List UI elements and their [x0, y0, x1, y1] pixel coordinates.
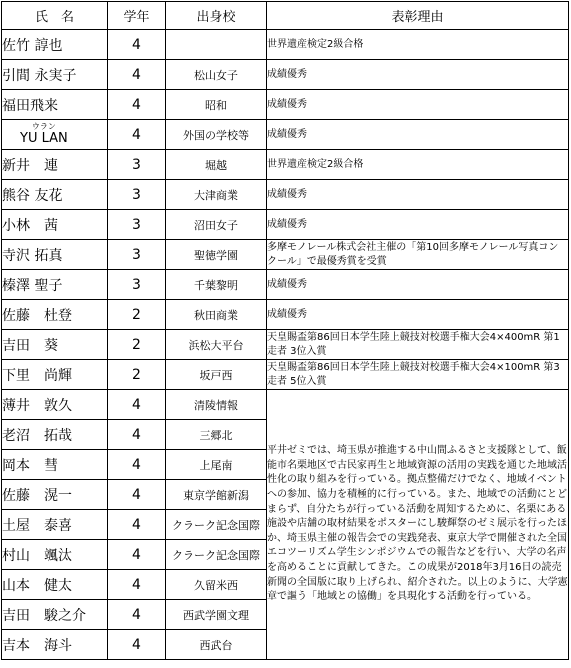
student-school: 千葉黎明: [166, 270, 267, 300]
student-school: クラーク記念国際: [166, 510, 267, 540]
student-school: 堀越: [166, 150, 267, 180]
group-award-reason: 平井ゼミでは、埼玉県が推進する中山間ふるさと支援隊として、飯能市名栗地区で古民家再生と地域資源の活用の実践を通じた地域活性化の取り組みを行っている。拠点整備だけでなく、地域イベントへの参加、協力を積極的に行っている。また、地域での活動にとどまらず、自分たちが行っている活動を周知するために、名栗にある施設や店舗の取材結果をポスターにし駿輝祭のゼミ展示を行ったほか、埼玉県主催の報告会での実践発表、東京大学で開催された全国エコツーリズム学生シンポジウムでの報告などを行い、大学の名声を高めることに貢献してきた。この成果が2018年3月16日の読売新聞の全国版に取り上げられ、紹介された。以上のように、大学憲章で謳う「地域との協働」を具現化する活動を行っている。: [267, 390, 569, 660]
table-row: [2, 30, 569, 60]
student-name: 小林 茜: [2, 210, 108, 240]
student-school: 昭和: [166, 90, 267, 120]
student-school: 外国の学校等: [166, 120, 267, 150]
student-grade: 4: [108, 90, 166, 120]
award-reason: 成績優秀: [267, 270, 569, 300]
table-row: [2, 120, 569, 150]
student-name: 佐藤 滉一: [2, 480, 108, 510]
student-grade: 4: [108, 510, 166, 540]
award-reason: 天皇賜盃第86回日本学生陸上競技対校選手権大会4×100mR 第3走者 5位入賞: [267, 360, 569, 390]
student-name: 老沼 拓哉: [2, 420, 108, 450]
header-grade: 学年: [108, 2, 166, 30]
table-row: [2, 150, 569, 180]
student-name: 岡本 彗: [2, 450, 108, 480]
student-name: 福田飛来: [2, 90, 108, 120]
student-name: 榛澤 聖子: [2, 270, 108, 300]
student-grade: 4: [108, 30, 166, 60]
student-name: 寺沢 拓真: [2, 240, 108, 270]
student-grade: 4: [108, 600, 166, 630]
award-reason: 成績優秀: [267, 90, 569, 120]
table-row: [2, 270, 569, 300]
award-reason: 成績優秀: [267, 120, 569, 150]
student-grade: 3: [108, 180, 166, 210]
student-grade: 4: [108, 570, 166, 600]
header-name: 氏 名: [2, 2, 108, 30]
student-name: 下里 尚輝: [2, 360, 108, 390]
table-row: [2, 180, 569, 210]
student-name: 新井 連: [2, 150, 108, 180]
student-name: 熊谷 友花: [2, 180, 108, 210]
table-row: [2, 390, 569, 420]
student-school: 聖徳学園: [166, 240, 267, 270]
student-school: 沼田女子: [166, 210, 267, 240]
header-school: 出身校: [166, 2, 267, 30]
table-row: [2, 60, 569, 90]
award-reason: 世界遺産検定2級合格: [267, 150, 569, 180]
award-reason: 成績優秀: [267, 300, 569, 330]
award-reason: 世界遺産検定2級合格: [267, 30, 569, 60]
award-table: [1, 1, 569, 660]
student-grade: 3: [108, 270, 166, 300]
student-school: クラーク記念国際: [166, 540, 267, 570]
student-name: 村山 颯汰: [2, 540, 108, 570]
table-row: [2, 330, 569, 360]
student-name: 土屋 泰喜: [2, 510, 108, 540]
table-row: [2, 300, 569, 330]
student-grade: 4: [108, 120, 166, 150]
table-row: [2, 360, 569, 390]
student-school: 松山女子: [166, 60, 267, 90]
student-name: 吉本 海斗: [2, 630, 108, 660]
table-row: [2, 90, 569, 120]
student-name: 引間 永実子: [2, 60, 108, 90]
student-grade: 4: [108, 390, 166, 420]
student-grade: 4: [108, 450, 166, 480]
student-grade: 2: [108, 300, 166, 330]
student-school: 大津商業: [166, 180, 267, 210]
student-name: 吉田 葵: [2, 330, 108, 360]
award-reason: 多摩モノレール株式会社主催の「第10回多摩モノレール写真コンクール」で最優秀賞を受賞: [267, 240, 569, 270]
student-grade: 4: [108, 60, 166, 90]
student-name: 佐藤 杜登: [2, 300, 108, 330]
student-grade: 4: [108, 540, 166, 570]
student-school: 坂戸西: [166, 360, 267, 390]
award-reason: 成績優秀: [267, 210, 569, 240]
student-school: 秋田商業: [166, 300, 267, 330]
student-name: [2, 120, 108, 150]
student-school: [166, 30, 267, 60]
student-school: 東京学館新潟: [166, 480, 267, 510]
student-school: 浜松大平台: [166, 330, 267, 360]
award-reason: 成績優秀: [267, 60, 569, 90]
student-school: 久留米西: [166, 570, 267, 600]
award-reason: 天皇賜盃第86回日本学生陸上競技対校選手権大会4×400mR 第1走者 3位入賞: [267, 330, 569, 360]
student-grade: 4: [108, 630, 166, 660]
student-grade: 3: [108, 210, 166, 240]
header-reason: 表彰理由: [267, 2, 569, 30]
student-school: 清陵情報: [166, 390, 267, 420]
table-row: [2, 210, 569, 240]
student-grade: 3: [108, 150, 166, 180]
name-ruby: ウラン: [31, 122, 56, 131]
student-name: 山本 健太: [2, 570, 108, 600]
header-row: [2, 2, 569, 30]
student-school: 西武台: [166, 630, 267, 660]
student-school: 西武学園文理: [166, 600, 267, 630]
name-base: YU LAN: [20, 131, 68, 146]
student-grade: 3: [108, 240, 166, 270]
student-grade: 4: [108, 420, 166, 450]
student-grade: 2: [108, 330, 166, 360]
award-reason: 成績優秀: [267, 180, 569, 210]
student-grade: 2: [108, 360, 166, 390]
name-with-ruby: [20, 123, 68, 145]
student-school: 三郷北: [166, 420, 267, 450]
student-school: 上尾南: [166, 450, 267, 480]
table-row: [2, 240, 569, 270]
student-name: 吉田 駿之介: [2, 600, 108, 630]
student-name: 佐竹 諄也: [2, 30, 108, 60]
student-name: 薄井 敦久: [2, 390, 108, 420]
student-grade: 4: [108, 480, 166, 510]
